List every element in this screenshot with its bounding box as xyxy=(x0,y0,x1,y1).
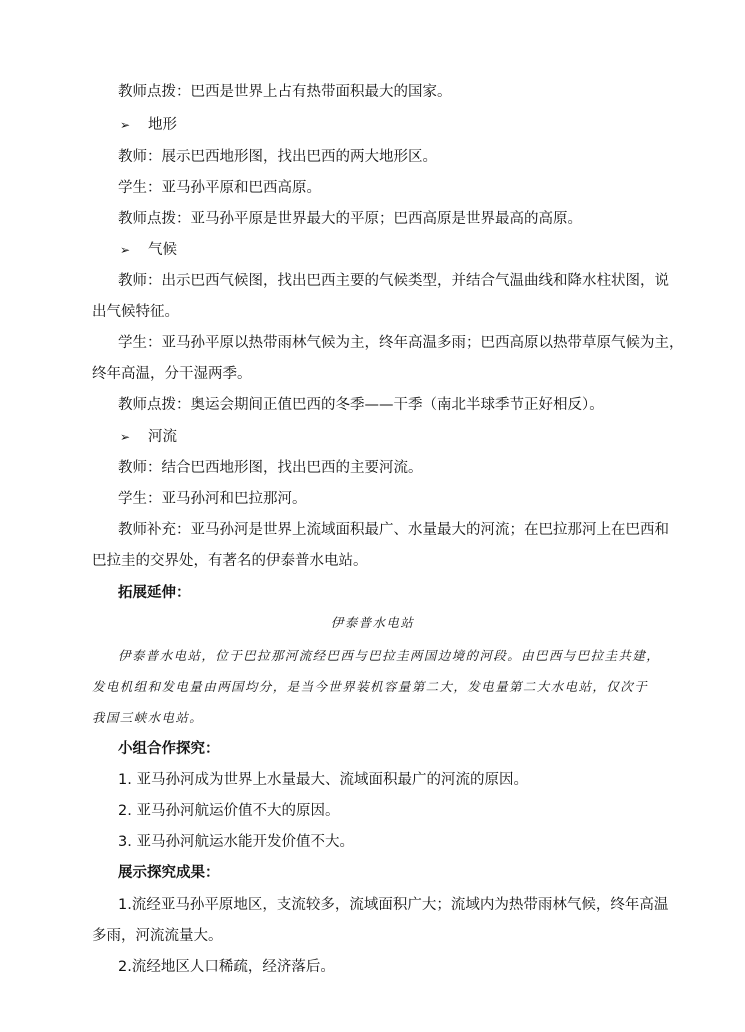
paragraph-student: 学生：亚马孙平原以热带雨林气候为主，终年高温多雨；巴西高原以热带草原气候为主， xyxy=(118,335,684,351)
list-item: 3. 亚马孙河航运水能开发价值不大。 xyxy=(118,834,354,850)
result-item: 1.流经亚马孙平原地区，支流较多，流域面积广大；流域内为热带雨林气候，终年高温 xyxy=(118,897,669,913)
result-item: 2.流经地区人口稀疏，经济落后。 xyxy=(118,959,335,975)
paragraph-teacher-note: 教师点拨：亚马孙平原是世界最大的平原；巴西高原是世界最高的高原。 xyxy=(118,211,582,227)
paragraph-student: 学生：亚马孙平原和巴西高原。 xyxy=(118,180,321,196)
arrow-bullet-icon: ➢ xyxy=(120,430,131,444)
arrow-bullet-icon: ➢ xyxy=(120,243,131,257)
heading-label: 气候 xyxy=(148,242,177,258)
heading-label: 河流 xyxy=(148,429,177,445)
section-heading-extend: 拓展延伸： xyxy=(118,585,191,601)
bullet-heading-climate xyxy=(120,240,177,260)
reading-box-line: 发电机组和发电量由两国均分，是当今世界装机容量第二大，发电量第二大水电站，仅次于 xyxy=(92,679,649,694)
heading-label: 地形 xyxy=(148,117,177,133)
paragraph-teacher-note: 教师点拨：奥运会期间正值巴西的冬季——干季（南北半球季节正好相反）。 xyxy=(118,397,604,413)
bullet-heading-terrain xyxy=(120,115,177,135)
paragraph-teacher-note: 教师点拨：巴西是世界上占有热带面积最大的国家。 xyxy=(118,84,452,100)
paragraph-continuation: 出气候特征。 xyxy=(92,304,179,320)
paragraph-teacher: 教师：出示巴西气候图，找出巴西主要的气候类型，并结合气温曲线和降水柱状图，说 xyxy=(118,273,669,289)
paragraph-teacher: 教师：展示巴西地形图，找出巴西的两大地形区。 xyxy=(118,149,437,165)
bullet-heading-river xyxy=(120,427,177,447)
paragraph-teacher-supplement: 教师补充：亚马孙河是世界上流域面积最广、水量最大的河流；在巴拉那河上在巴西和 xyxy=(118,522,669,538)
list-item: 1. 亚马孙河成为世界上水量最大、流域面积最广的河流的原因。 xyxy=(118,772,528,788)
reading-box-line: 伊泰普水电站，位于巴拉那河流经巴西与巴拉圭两国边境的河段。由巴西与巴拉圭共建， xyxy=(118,648,661,663)
reading-box-line: 我国三峡水电站。 xyxy=(92,710,204,725)
list-item: 2. 亚马孙河航运价值不大的原因。 xyxy=(118,803,340,819)
reading-box-title: 伊泰普水电站 xyxy=(330,615,415,630)
paragraph-teacher: 教师：结合巴西地形图，找出巴西的主要河流。 xyxy=(118,460,423,476)
arrow-bullet-icon: ➢ xyxy=(120,118,131,132)
paragraph-continuation: 巴拉圭的交界处，有著名的伊泰普水电站。 xyxy=(92,553,368,569)
paragraph-continuation: 终年高温，分干湿两季。 xyxy=(92,366,252,382)
paragraph-student: 学生：亚马孙河和巴拉那河。 xyxy=(118,491,307,507)
section-heading-result: 展示探究成果： xyxy=(118,865,220,881)
paragraph-continuation: 多雨，河流流量大。 xyxy=(92,928,223,944)
section-heading-group: 小组合作探究： xyxy=(118,741,220,757)
